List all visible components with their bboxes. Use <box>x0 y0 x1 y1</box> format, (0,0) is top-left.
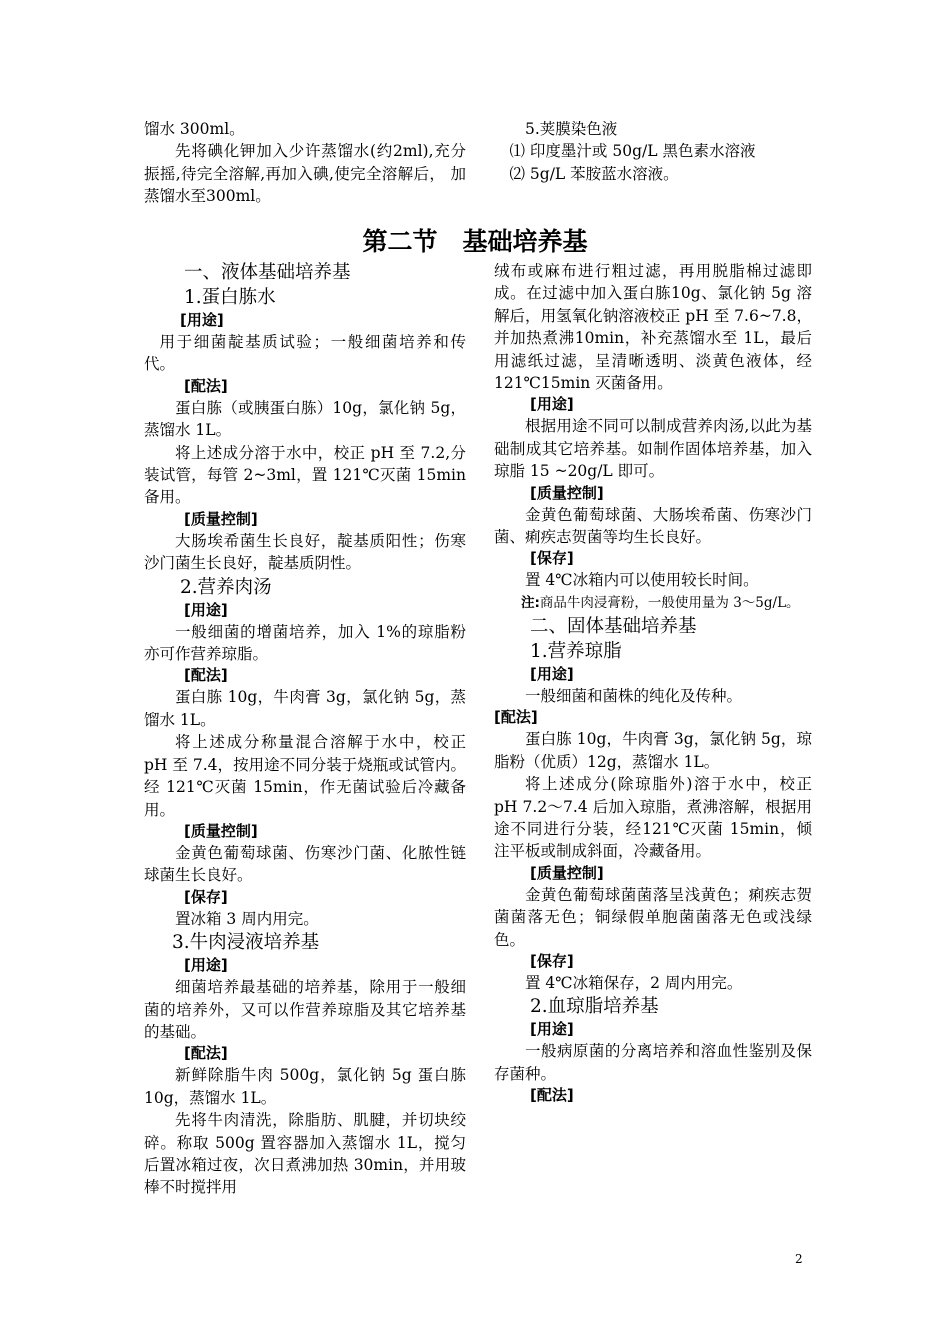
section-title: 第二节 基础培养基 <box>362 227 588 256</box>
paragraph: 先将牛肉清洗，除脂肪、肌腱，并切块绞碎。称取 500g 置容器加入蒸馏水 1L，搅匀后置冰箱过夜，次日煮沸加热 30min，并用玻棒不时搅拌用 <box>144 1111 466 1197</box>
label-storage: [保存] <box>184 887 228 906</box>
part-heading: 二、固体基础培养基 <box>530 615 697 637</box>
paragraph: 绒布或麻布进行粗过滤，再用脱脂棉过滤即成。在过滤中加入蛋白胨10g、氯化钠 5g 溶解后，用氢氧化钠溶液校正 pH 至 7.6~7.8，并加热煮沸10min，补充蒸馏水至 1L，最后用滤纸过滤，呈清晰透明、淡黄色液体，经 121℃15min 灭菌备用。 <box>494 262 812 393</box>
subsection-title: 2.营养肉汤 <box>180 576 272 598</box>
label-use: [用途] <box>530 664 574 683</box>
note-label: 注: <box>521 594 540 611</box>
subsection-title: 1.营养琼脂 <box>530 640 622 662</box>
label-qc: [质量控制] <box>530 863 604 882</box>
label-use: [用途] <box>184 956 228 975</box>
paragraph: 金黄色葡萄球菌菌落呈浅黄色；痢疾志贺菌菌落无色；铜绿假单胞菌菌落无色或浅绿色。 <box>494 885 812 949</box>
label-method: [配法] <box>494 708 538 727</box>
paragraph: 用于细菌靛基质试验；一般细菌培养和传代。 <box>144 333 466 374</box>
label-qc: [质量控制] <box>184 821 258 840</box>
label-storage: [保存] <box>530 549 574 568</box>
paragraph: 将上述成分称量混合溶解于水中，校正 pH 至 7.4，按用途不同分装于烧瓶或试管内。经 121℃灭菌 15min，作无菌试验后冷藏备用。 <box>144 733 466 819</box>
paragraph: 蛋白胨 10g，牛肉膏 3g，氯化钠 5g，琼脂粉（优质）12g，蒸馏水 1L。 <box>494 730 812 771</box>
label-method: [配法] <box>530 1086 574 1105</box>
page-number: 2 <box>795 1252 803 1266</box>
paragraph: 将上述成分(除琼脂外)溶于水中，校正 pH 7.2～7.4 后加入琼脂，煮沸溶解，根据用途不同进行分装，经121℃灭菌 15min，倾注平板或制成斜面，冷藏备用。 <box>494 775 812 861</box>
label-use: [用途] <box>184 600 228 619</box>
note-text: 商品牛肉浸膏粉，一般使用量为 3～5g/L。 <box>539 594 800 611</box>
paragraph: 大肠埃希菌生长良好，靛基质阳性；伤寒沙门菌生长良好，靛基质阴性。 <box>144 531 466 573</box>
paragraph: 置 4℃冰箱内可以使用较长时间。 <box>525 571 759 590</box>
paragraph: 新鲜除脂牛肉 500g，氯化钠 5g 蛋白胨 10g，蒸馏水 1L。 <box>144 1066 466 1107</box>
label-storage: [保存] <box>530 951 574 970</box>
label-use: [用途] <box>180 311 224 329</box>
paragraph: 一般病原菌的分离培养和溶血性鉴别及保存菌种。 <box>494 1042 812 1083</box>
subheading: 5.荚膜染色液 <box>525 120 618 138</box>
paragraph: 一般细菌的增菌培养，加入 1%的琼脂粉亦可作营养琼脂。 <box>144 622 466 664</box>
paragraph: 金黄色葡萄球菌、大肠埃希菌、伤寒沙门菌、痢疾志贺菌等均生长良好。 <box>494 505 812 547</box>
paragraph: 置 4℃冰箱保存，2 周内用完。 <box>525 973 743 992</box>
label-method: [配法] <box>184 666 228 685</box>
label-method: [配法] <box>184 1044 228 1063</box>
paragraph: 将上述成分溶于水中，校正 pH 至 7.2,分装试管，每管 2~3ml，置 121℃灭菌 15min 备用。 <box>144 443 466 507</box>
top-right-block <box>494 118 812 185</box>
subsection-title: 2.血琼脂培养基 <box>530 996 659 1018</box>
paragraph: 金黄色葡萄球菌、伤寒沙门菌、化脓性链球菌生长良好。 <box>144 843 466 885</box>
label-use: [用途] <box>530 1020 574 1039</box>
paragraph: 一般细菌和菌株的纯化及传种。 <box>525 686 743 705</box>
paragraph: 根据用途不同可以制成营养肉汤,以此为基础制成其它培养基。如制作固体培养基，加入琼脂 15 ~20g/L 即可。 <box>494 417 812 481</box>
paragraph: 蛋白胨（或胰蛋白胨）10g，氯化钠 5g，蒸馏水 1L。 <box>144 398 466 440</box>
right-column <box>494 260 812 1106</box>
subsection-title: 3.牛肉浸液培养基 <box>172 932 320 954</box>
part-heading: 一、液体基础培养基 <box>184 262 351 283</box>
paragraph: 蛋白胨 10g，牛肉膏 3g，氯化钠 5g，蒸馏水 1L。 <box>144 688 466 729</box>
paragraph: 馏水 300ml。 <box>144 120 245 138</box>
paragraph: 置冰箱 3 周内用完。 <box>175 909 319 928</box>
paragraph: 细菌培养最基础的培养基，除用于一般细菌的培养外，又可以作营养琼脂及其它培养基的基础。 <box>144 978 466 1041</box>
paragraph: 先将碘化钾加入少许蒸馏水(约2ml),充分振摇,待完全溶解,再加入碘,使完全溶解后， 加蒸馏水至300ml。 <box>144 142 466 206</box>
left-column <box>144 260 466 1199</box>
top-left-block <box>144 118 466 208</box>
label-qc: [质量控制] <box>184 509 258 528</box>
subsection-title: 1.蛋白胨水 <box>184 287 276 308</box>
label-qc: [质量控制] <box>530 483 604 502</box>
list-item: ⑴ 印度墨汁或 50g/L 黑色素水溶液 <box>509 142 756 161</box>
label-method: [配法] <box>184 376 228 395</box>
note <box>494 592 812 614</box>
label-usage: [用途] <box>530 395 574 414</box>
list-item: ⑵ 5g/L 苯胺蓝水溶液。 <box>509 164 679 183</box>
